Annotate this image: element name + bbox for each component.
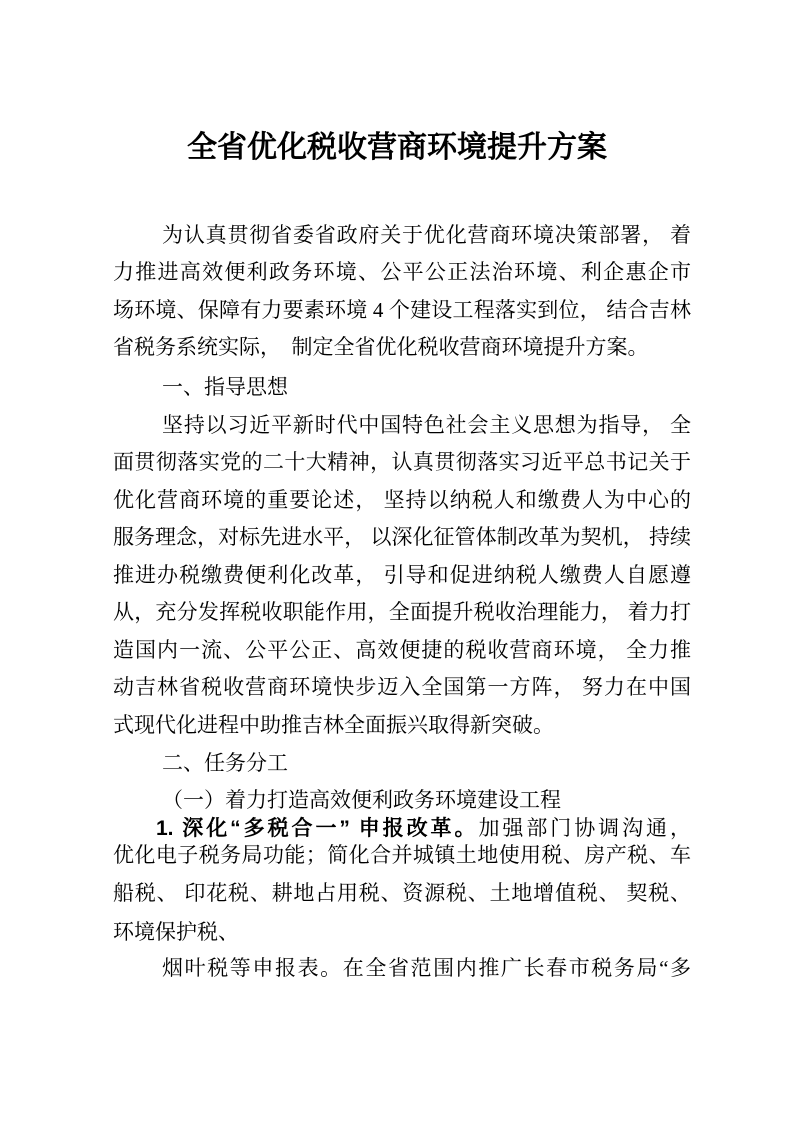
para3-line2: 优化电子税务局功能；简化合并城镇土地使用税、房产税、车 <box>113 843 691 867</box>
para1-line3: 场环境、保障有力要素环境 4 个建设工程落实到位， 结合吉林 <box>113 298 691 322</box>
para1-line1: 为认真贯彻省委省政府关于优化营商环境决策部署， 着 <box>162 223 691 247</box>
sub-heading-1: （一）着力打造高效便利政务环境建设工程 <box>162 788 561 812</box>
para3-line1 <box>113 815 691 842</box>
para3-line4: 环境保护税、 <box>113 920 239 944</box>
para4-line1: 烟叶税等申报表。在全省范围内推广长春市税务局“多 <box>162 956 691 980</box>
para2-line7: 造国内一流、公平公正、高效便捷的税收营商环境， 全力推 <box>113 638 691 662</box>
para2-line8: 动吉林省税收营商环境快步迈入全国第一方阵， 努力在中国 <box>113 675 691 699</box>
para2-line6: 从，充分发挥税收职能作用，全面提升税收治理能力， 着力打 <box>113 600 691 624</box>
para1-line4: 省税务系统实际， 制定全省优化税收营商环境提升方案。 <box>113 335 649 359</box>
para2-line5: 推进办税缴费便利化改革， 引导和促进纳税人缴费人自愿遵 <box>113 563 691 587</box>
para2-line3: 优化营商环境的重要论述， 坚持以纳税人和缴费人为中心的 <box>113 488 691 512</box>
para3-line1-regular-run: 加强部门协调沟通， <box>478 816 692 840</box>
para3-line1-bold-run: 1. 深化“多税合一” 申报改革。 <box>156 817 479 840</box>
para2-line4: 服务理念，对标先进水平， 以深化征管体制改革为契机， 持续 <box>113 525 691 549</box>
para2-line9: 式现代化进程中助推吉林全面振兴取得新突破。 <box>113 713 554 737</box>
para2-line2: 面贯彻落实党的二十大精神，认真贯彻落实习近平总书记关于 <box>113 450 691 474</box>
para3-line3: 船税、 印花税、耕地占用税、资源税、土地增值税、 契税、 <box>113 881 691 905</box>
document-title: 全省优化税收营商环境提升方案 <box>187 131 607 164</box>
para1-line2: 力推进高效便利政务环境、公平公正法治环境、利企惠企市 <box>113 260 691 284</box>
section-heading-1: 一、指导思想 <box>162 375 288 399</box>
para2-line1: 坚持以习近平新时代中国特色社会主义思想为指导， 全 <box>162 413 691 437</box>
section-heading-2: 二、任务分工 <box>162 751 288 775</box>
